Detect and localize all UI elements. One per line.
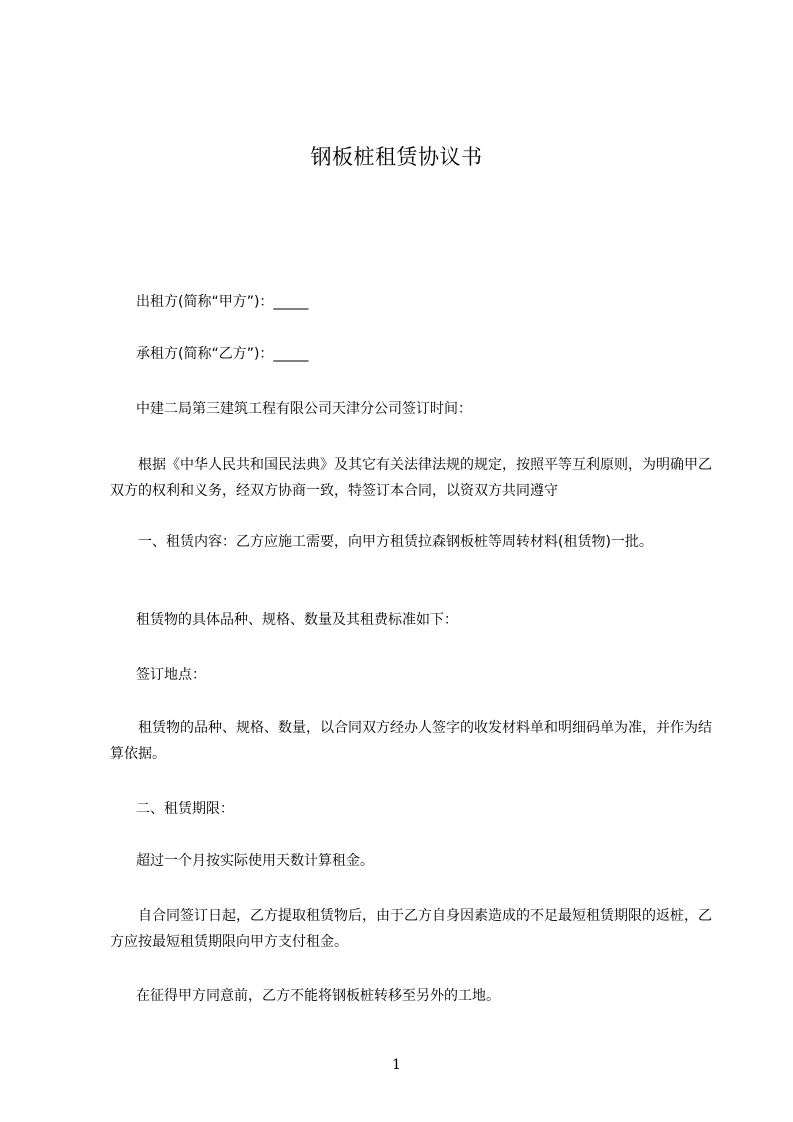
lessee-line: 承租方(简称“乙方”)：_____	[136, 346, 309, 362]
signing-location-line: 签订地点：	[136, 667, 206, 683]
section-1-rental-content: 一、租赁内容：乙方应施工需要，向甲方租赁拉森钢板桩等周转材料(租赁物)一批。	[138, 534, 653, 550]
overtime-rent-line: 超过一个月按实际使用天数计算租金。	[136, 853, 374, 869]
lessor-line: 出租方(简称“甲方”)：_____	[136, 294, 309, 310]
document-title: 钢板桩租赁协议书	[310, 145, 483, 169]
minimum-rental-paragraph: 自合同签订日起，乙方提取租赁物后，由于乙方自身因素造成的不足最短租赁期限的返桩，乙方应按最短租赁期限向甲方支付租金。	[110, 908, 712, 950]
settlement-basis-paragraph: 租赁物的品种、规格、数量，以合同双方经办人签字的收发材料单和明细码单为准，并作为结算依据。	[110, 720, 712, 762]
rental-items-standard-line: 租赁物的具体品种、规格、数量及其租费标准如下：	[136, 612, 458, 628]
legal-basis-paragraph: 根据《中华人民共和国民法典》及其它有关法律法规的规定，按照平等互利原则，为明确甲乙双方的权利和义务，经双方协商一致，特签订本合同，以资双方共同遵守	[110, 457, 712, 499]
transfer-restriction-line: 在征得甲方同意前，乙方不能将钢板桩转移至另外的工地。	[136, 988, 500, 1004]
page-number: 1	[392, 1057, 401, 1073]
company-sign-time-line: 中建二局第三建筑工程有限公司天津分公司签订时间：	[136, 401, 472, 417]
section-2-rental-period: 二、租赁期限：	[136, 801, 234, 817]
